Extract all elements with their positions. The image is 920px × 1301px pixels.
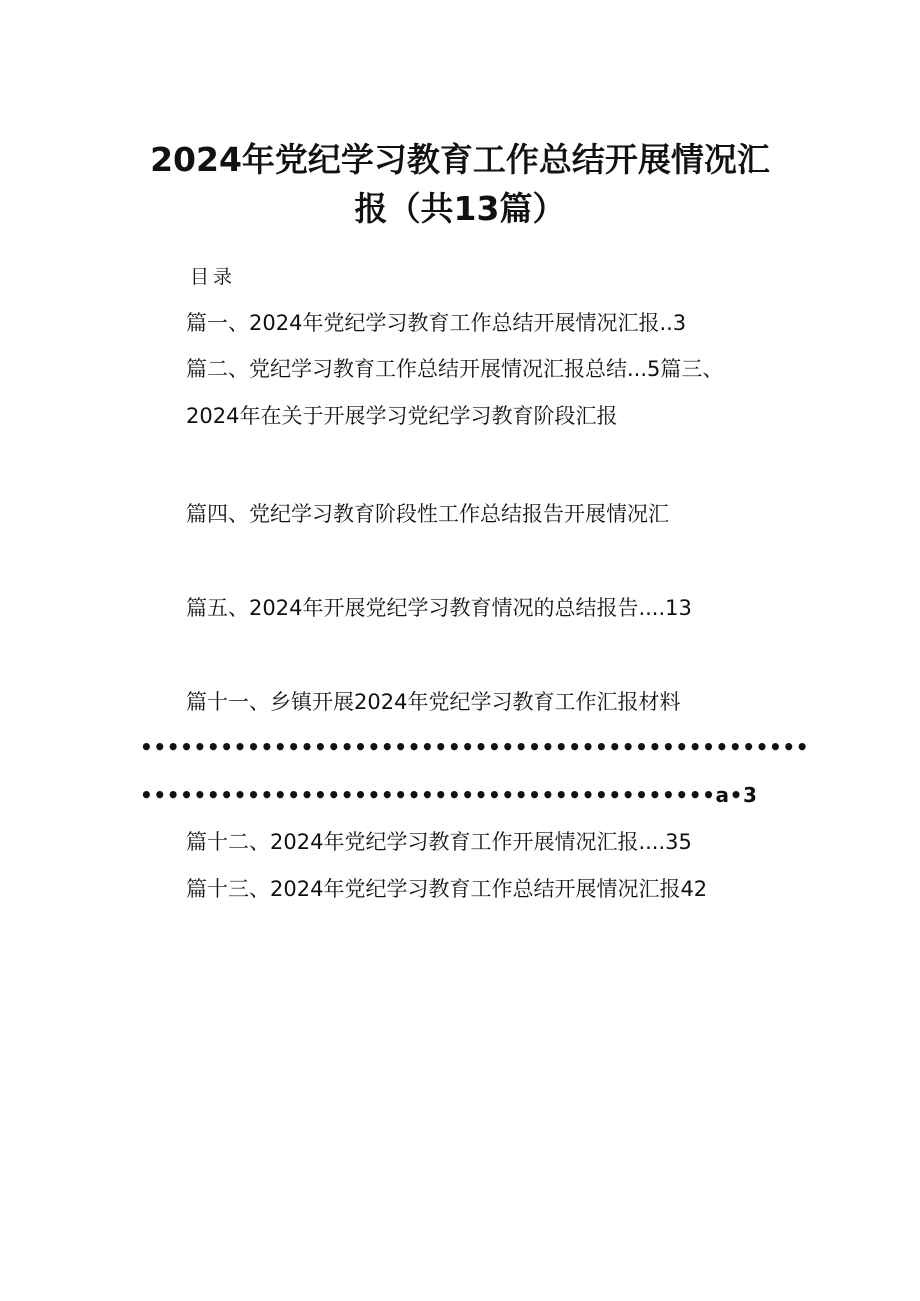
toc-entry-4[interactable]: 篇四、党纪学习教育阶段性工作总结报告开展情况汇 [186, 502, 669, 526]
toc-leader-dots-2: •••••••••••••••••••••••••••••••••••••••••••a•3 [140, 783, 758, 807]
toc-entry-12[interactable]: 篇十二、2024年党纪学习教育工作开展情况汇报....35 [186, 830, 692, 854]
document-title-line-2: 报（共13篇） [354, 189, 566, 228]
toc-entry-1[interactable]: 篇一、2024年党纪学习教育工作总结开展情况汇报..3 [186, 311, 687, 335]
toc-entry-13[interactable]: 篇十三、2024年党纪学习教育工作总结开展情况汇报42 [186, 877, 708, 901]
document-title-line-1: 2024年党纪学习教育工作总结开展情况汇 [150, 140, 770, 179]
toc-leader-dots-1: •••••••••••••••••••••••••••••••••••••••••••••••••• [140, 735, 810, 759]
toc-entry-11[interactable]: 篇十一、乡镇开展2024年党纪学习教育工作汇报材料 [186, 690, 681, 714]
toc-entry-2[interactable]: 篇二、党纪学习教育工作总结开展情况汇报总结...5篇三、 [186, 357, 724, 381]
toc-entry-2-continued[interactable]: 2024年在关于开展学习党纪学习教育阶段汇报 [186, 404, 618, 428]
toc-heading: 目录 [190, 266, 237, 288]
toc-entry-5[interactable]: 篇五、2024年开展党纪学习教育情况的总结报告....13 [186, 596, 692, 620]
